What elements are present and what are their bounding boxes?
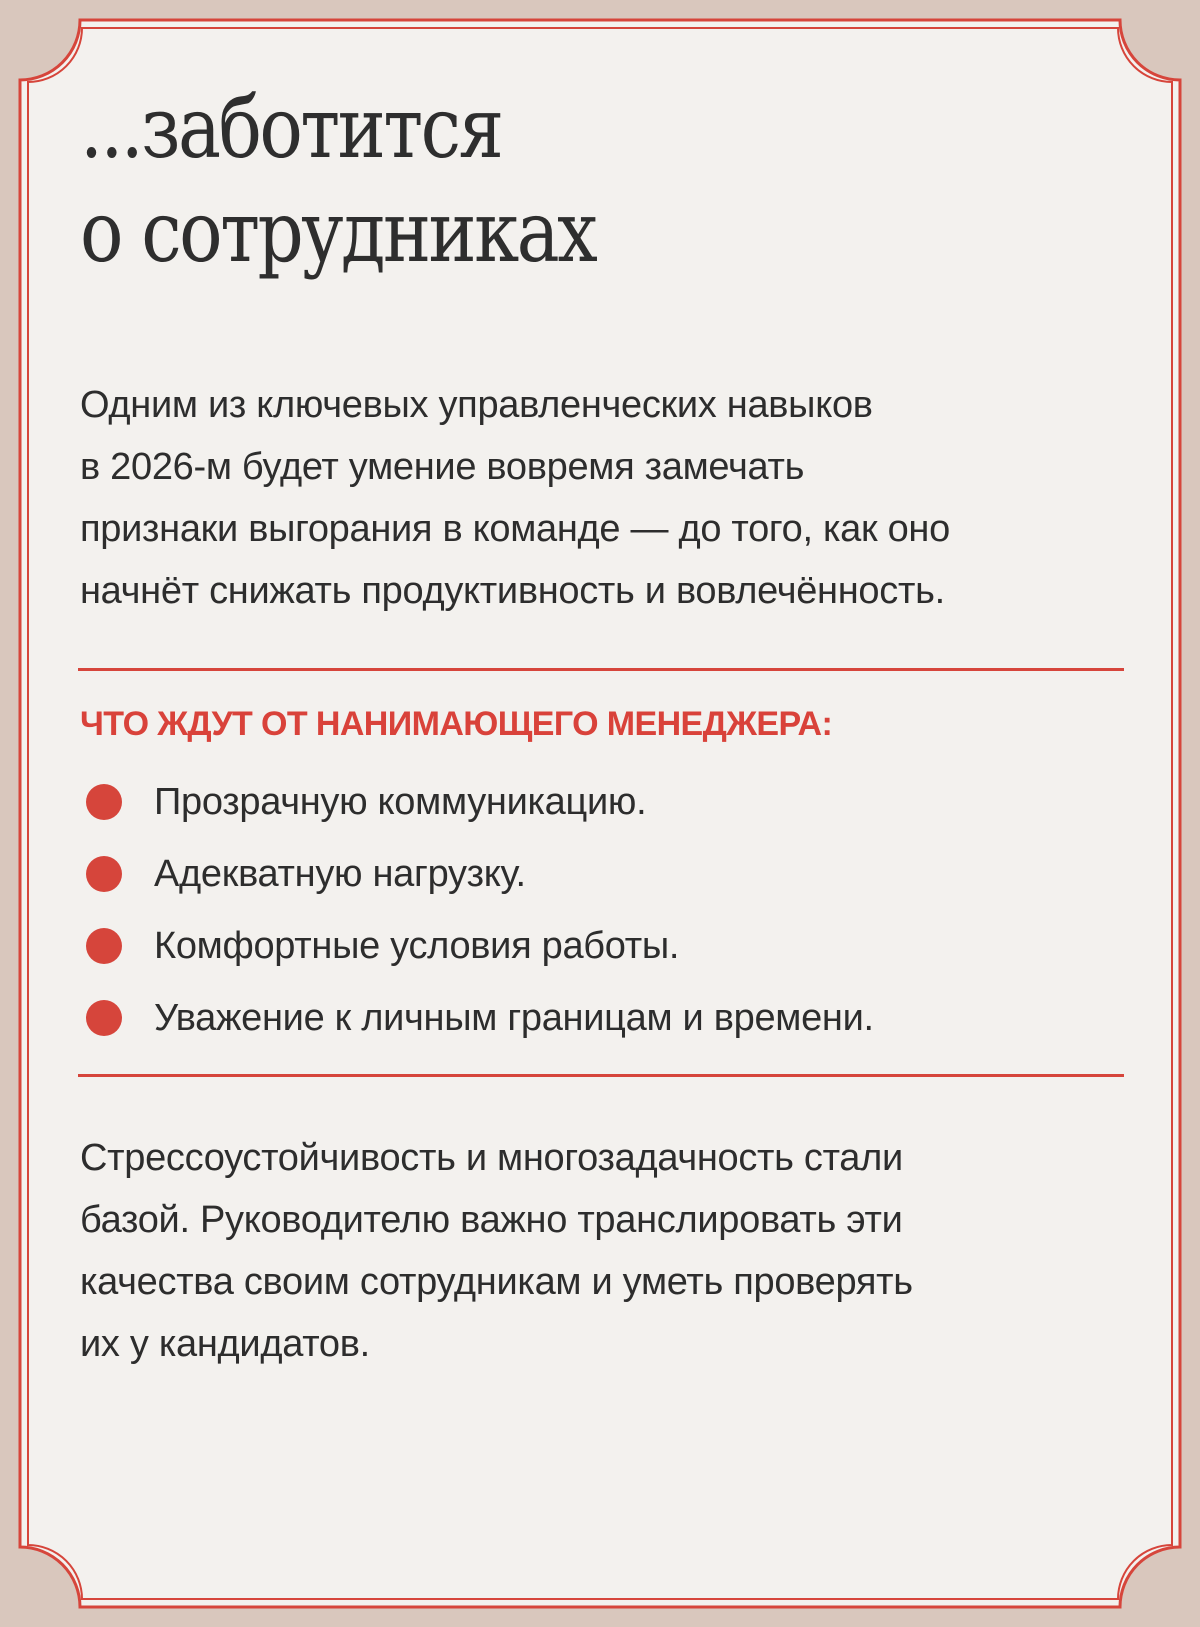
section-heading: ЧТО ЖДУТ ОТ НАНИМАЮЩЕГО МЕНЕДЖЕРА: — [80, 705, 833, 743]
title-line-2: о сотрудниках — [80, 183, 596, 281]
intro-line-2: в 2026-м будет умение вовремя замечать — [80, 446, 805, 488]
bullet-dot-icon — [86, 784, 122, 820]
page-title — [80, 76, 595, 284]
list-item — [86, 766, 874, 838]
bullet-dot-icon — [86, 1000, 122, 1036]
bullet-dot-icon — [86, 928, 122, 964]
outro-line-1: Стрессоустойчивость и многозадачность стали — [80, 1137, 903, 1179]
intro-paragraph — [80, 374, 1120, 622]
list-item — [86, 982, 874, 1054]
outro-paragraph — [80, 1127, 1120, 1375]
list-item-text: Уважение к личным границам и времени. — [154, 997, 874, 1039]
intro-line-3: признаки выгорания в команде — до того, как оно — [80, 508, 950, 550]
list-item — [86, 910, 874, 982]
intro-line-1: Одним из ключевых управленческих навыков — [80, 384, 873, 426]
outro-line-3: качества своим сотрудникам и уметь проверять — [80, 1261, 913, 1303]
expectations-list — [86, 766, 874, 1054]
title-line-1: ...заботится — [80, 79, 502, 177]
outro-line-2: базой. Руководителю важно транслировать эти — [80, 1199, 903, 1241]
bullet-dot-icon — [86, 856, 122, 892]
list-item-text: Адекватную нагрузку. — [154, 853, 526, 895]
divider-top — [78, 668, 1124, 671]
list-item-text: Комфортные условия работы. — [154, 925, 680, 967]
list-item — [86, 838, 874, 910]
outro-line-4: их у кандидатов. — [80, 1323, 370, 1365]
intro-line-4: начнёт снижать продуктивность и вовлечённость. — [80, 570, 945, 612]
divider-bottom — [78, 1074, 1124, 1077]
list-item-text: Прозрачную коммуникацию. — [154, 781, 647, 823]
